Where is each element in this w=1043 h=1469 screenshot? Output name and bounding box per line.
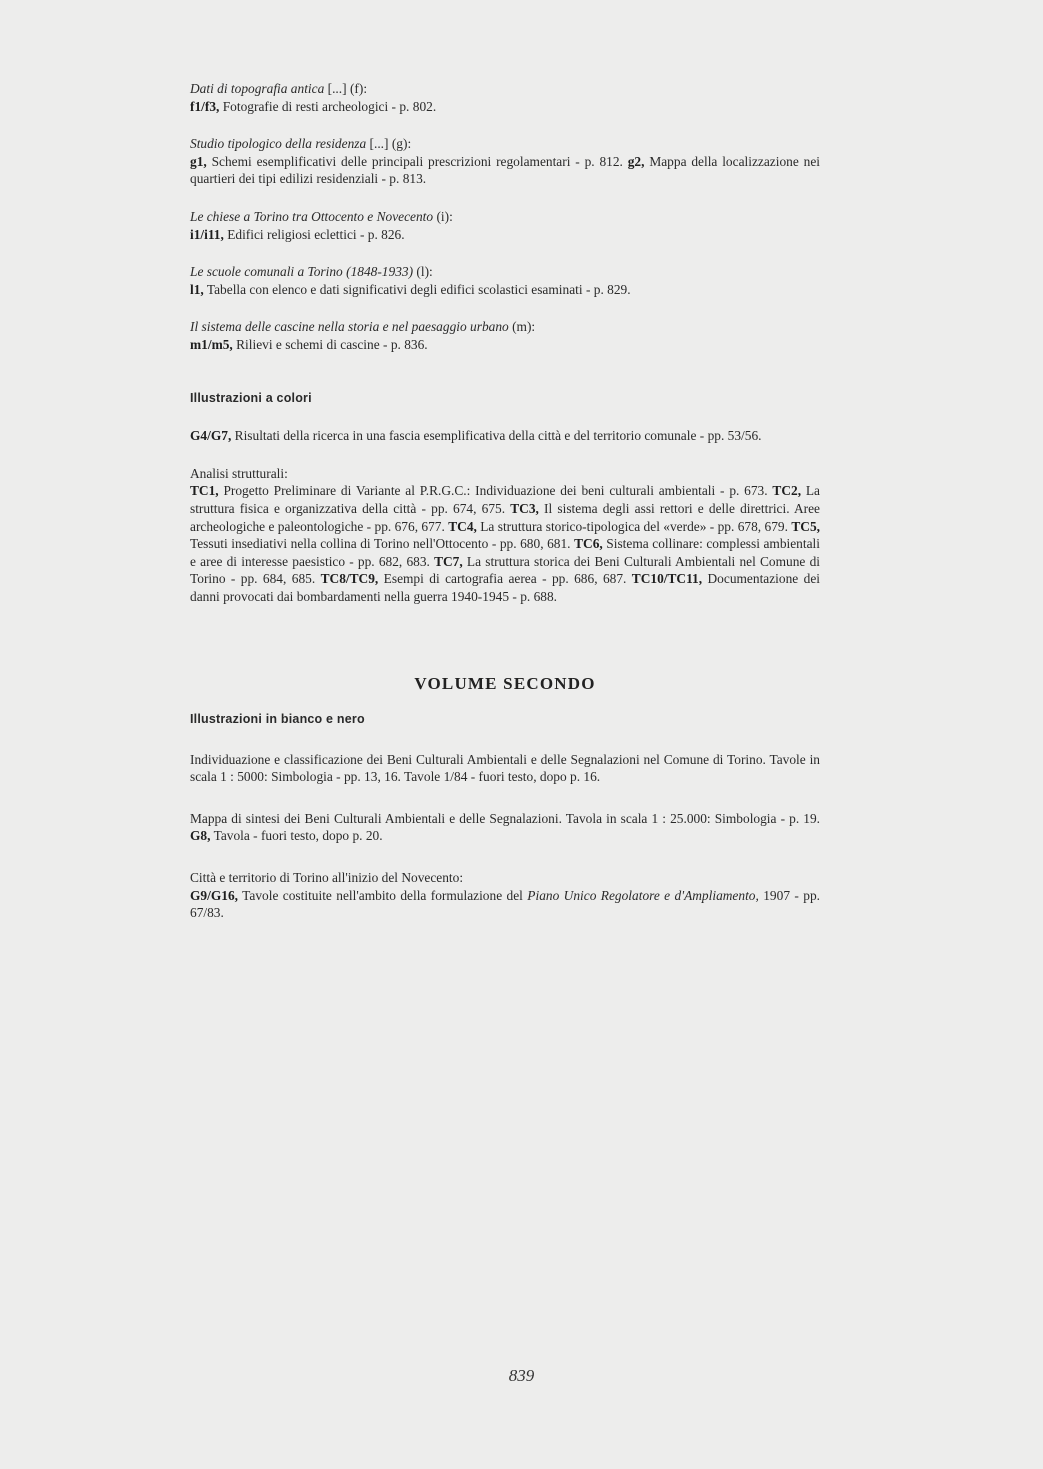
paragraph: Individuazione e classificazione dei Beni Culturali Ambientali e delle Segnalazioni nel Comune di Torino. Tavole in scala 1 : 5000: Simbologia - pp. 13, 16. Tavole 1/84 - fuori testo, dopo p. 16. — [190, 751, 820, 785]
figure-code: i1/i11, — [190, 226, 224, 242]
figure-code: TC4, — [448, 518, 477, 534]
page-body — [190, 80, 820, 942]
heading-title: Le scuole comunali a Torino (1848-1933) — [190, 264, 414, 280]
figure-desc: Risultati della ricerca in una fascia esemplificativa della città e del territorio comunale - pp. 53/56. — [231, 428, 762, 444]
figure-code: TC8/TC9, — [320, 571, 379, 587]
entry-heading — [190, 263, 820, 281]
entry-mappa-sintesi — [190, 810, 820, 845]
entry-scuole — [190, 263, 820, 298]
figure-desc: La struttura storica dei Beni Culturali Ambientali nel Comune di Torino - pp. 684, 685. — [190, 553, 820, 587]
figure-desc: Edifici religiosi eclettici - p. 826. — [223, 226, 405, 242]
figure-code: f1/f3, — [190, 98, 220, 114]
figure-desc: Mappa della localizzazione nei quartieri dei tipi edilizi residenziali - p. 813. — [190, 153, 820, 187]
entry-items — [190, 226, 820, 244]
figure-code: G9/G16, — [190, 887, 238, 903]
entry-heading: Città e territorio di Torino all'inizio del Novecento: — [190, 870, 464, 886]
figure-code: TC10/TC11, — [631, 571, 703, 587]
heading-tail: (m): — [508, 319, 536, 335]
entry-individuazione — [190, 751, 820, 786]
entry-residenza — [190, 135, 820, 188]
figure-code: TC2, — [772, 483, 802, 499]
entry-items — [190, 427, 820, 445]
entry-heading: Analisi strutturali: — [190, 465, 288, 481]
heading-tail: [...] (g): — [366, 136, 412, 152]
figure-desc: Tessuti insediativi nella collina di Torino nell'Ottocento - pp. 680, 681. — [190, 536, 575, 552]
figure-code: G8, — [190, 828, 211, 844]
entry-heading — [190, 208, 820, 226]
section-heading-bianco-nero: Illustrazioni in bianco e nero — [190, 712, 365, 727]
figure-code: G4/G7, — [190, 428, 232, 444]
entry-cascine — [190, 318, 820, 353]
figure-code: TC3, — [510, 500, 539, 516]
figure-desc: Documentazione dei danni provocati dai bombardamenti nella guerra 1940-1945 - p. 688. — [190, 571, 820, 604]
figure-code: TC6, — [574, 536, 603, 552]
page-number: 839 — [508, 1366, 535, 1385]
figure-desc: Fotografie di resti archeologici - p. 802. — [219, 98, 437, 114]
figure-desc: Sistema collinare: complessi ambientali e aree di interesse paesistico - pp. 682, 683. — [190, 536, 820, 569]
entry-heading — [190, 318, 820, 336]
heading-title: Studio tipologico della residenza — [190, 136, 367, 152]
figure-desc: Rilievi e schemi di cascine - p. 836. — [232, 336, 428, 352]
figure-code: m1/m5, — [190, 336, 233, 352]
entry-chiese — [190, 208, 820, 243]
heading-tail: (i): — [433, 208, 453, 224]
tc-list — [190, 482, 820, 605]
heading-title: Il sistema delle cascine nella storia e nel paesaggio urbano — [190, 319, 509, 335]
figure-code: TC5, — [791, 518, 820, 534]
paragraph-tail: 1907 - pp. 67/83. — [190, 887, 820, 921]
heading-tail: (l): — [413, 264, 433, 280]
figure-desc: Esempi di cartografia aerea - pp. 686, 687. — [378, 571, 632, 587]
figure-desc: Il sistema degli assi rettori e delle direttrici. Aree archeologiche e paleontologiche - pp. 676, 677. — [190, 500, 820, 534]
entry-heading — [190, 135, 820, 153]
figure-desc: Schemi esemplificativi delle principali prescrizioni regolamentari - p. 812. — [206, 153, 628, 169]
figure-desc: La struttura fisica e organizzativa della città - pp. 674, 675. — [190, 483, 820, 516]
paragraph-text: Mappa di sintesi dei Beni Culturali Ambientali e delle Segnalazioni. Tavola in scala 1 : 25.000: Simbologia - p. 19. — [190, 810, 820, 826]
entry-topografia — [190, 80, 820, 115]
figure-code: g1, — [190, 153, 207, 169]
entry-heading — [190, 80, 820, 98]
entry-items — [190, 336, 820, 354]
figure-code: g2, — [627, 153, 645, 169]
entry-citta-territorio — [190, 869, 820, 922]
heading-title: Le chiese a Torino tra Ottocento e Novecento — [190, 208, 434, 224]
figure-desc: Progetto Preliminare di Variante al P.R.G.C.: Individuazione dei beni culturali ambientali - p. 673. — [218, 483, 773, 499]
figure-code: TC7, — [434, 553, 463, 569]
heading-title: Dati di topografia antica — [190, 81, 325, 96]
paragraph-text: Tavole costituite nell'ambito della formulazione del — [238, 887, 528, 903]
entry-items — [190, 153, 820, 188]
heading-tail: [...] (f): — [324, 81, 368, 96]
entry-g4-g7 — [190, 427, 820, 445]
paragraph — [190, 810, 820, 845]
entry-items — [190, 98, 820, 116]
figure-desc: Tabella con elenco e dati significativi degli edifici scolastici esaminati - p. 829. — [203, 281, 631, 297]
volume-title: VOLUME SECONDO — [414, 674, 596, 694]
plan-title: Piano Unico Regolatore e d'Ampliamento, — [527, 887, 759, 903]
entry-items — [190, 281, 820, 299]
entry-analisi-strutturali — [190, 465, 820, 606]
paragraph-tail: Tavola - fuori testo, dopo p. 20. — [210, 828, 383, 844]
figure-code: l1, — [190, 281, 204, 297]
paragraph — [190, 887, 820, 922]
section-heading-colori: Illustrazioni a colori — [190, 390, 312, 405]
figure-desc: La struttura storico-tipologica del «verde» - pp. 678, 679. — [476, 518, 792, 534]
figure-code: TC1, — [190, 483, 219, 499]
